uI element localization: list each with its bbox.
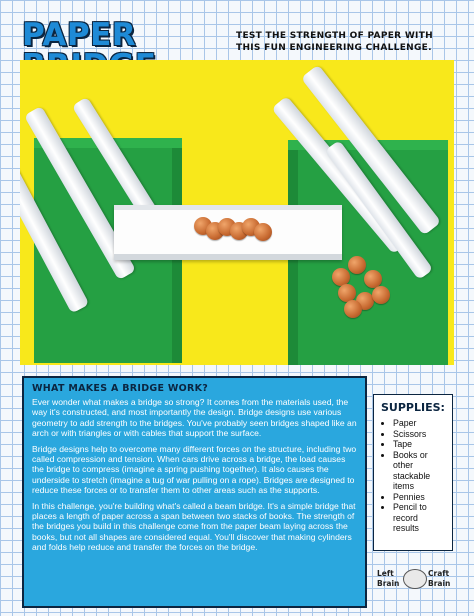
penny-icon <box>254 223 272 241</box>
logo-word-craft: Craft <box>428 569 450 578</box>
info-paragraph-3: In this challenge, you're building what's called a beam bridge. It's a simple bridge that places a length of paper across a span between two stacks of books. The strength of the bridges you build in this challenge come from the paper beam laying across the books, but not all shapes are considered equal. You'll discover that making cylinders and folds help reduce and transfer the forces on the bridge. <box>32 500 356 553</box>
tagline: TEST THE STRENGTH OF PAPER WITH THIS FUN ENGINEERING CHALLENGE. <box>236 31 433 53</box>
list-item: • Pencil to record results <box>393 502 445 534</box>
penny-icon <box>348 256 366 274</box>
list-item: • Paper <box>393 418 445 429</box>
supplies-list <box>381 418 445 534</box>
info-heading: WHAT MAKES A BRIDGE WORK? <box>32 383 209 394</box>
list-item: • Scissors <box>393 429 445 440</box>
penny-icon <box>344 300 362 318</box>
list-item: • Tape <box>393 439 445 450</box>
supplies-heading: SUPPLIES: <box>381 401 445 414</box>
info-paragraph-2: Bridge designs help to overcome many different forces on the structure, including two called compression and tension. When cars drive across a bridge, the load causes the bridge to compress (imagine a spring pushing together). It also causes the underside to stretch (imagine a tug of war pulling on a rope). Bridges are designed to reduce these forces or to transfer them to other areas such as the supports. <box>32 443 357 496</box>
bridge-photo <box>20 60 454 365</box>
list-item: • Books or other stackable items <box>393 450 445 492</box>
page-title: PAPER <box>22 17 137 53</box>
brand-logo <box>375 567 455 595</box>
logo-word-left: Left <box>377 569 394 578</box>
logo-word-brain-2: Brain <box>428 579 451 588</box>
list-item: • Pennies <box>393 492 445 503</box>
logo-word-brain-1: Brain <box>377 579 400 588</box>
info-paragraph-1: Ever wonder what makes a bridge so strong? It comes from the materials used, the way it's constructed, and most importantly the design. Bridge designs use various geometry to add strength to the bridges. You've probably seen bridges shaped like an arch or with triangles or with cables that support the surface. <box>32 397 357 439</box>
brain-icon <box>403 569 427 589</box>
supplies-box <box>373 394 453 551</box>
info-panel <box>22 376 367 608</box>
penny-icon <box>372 286 390 304</box>
